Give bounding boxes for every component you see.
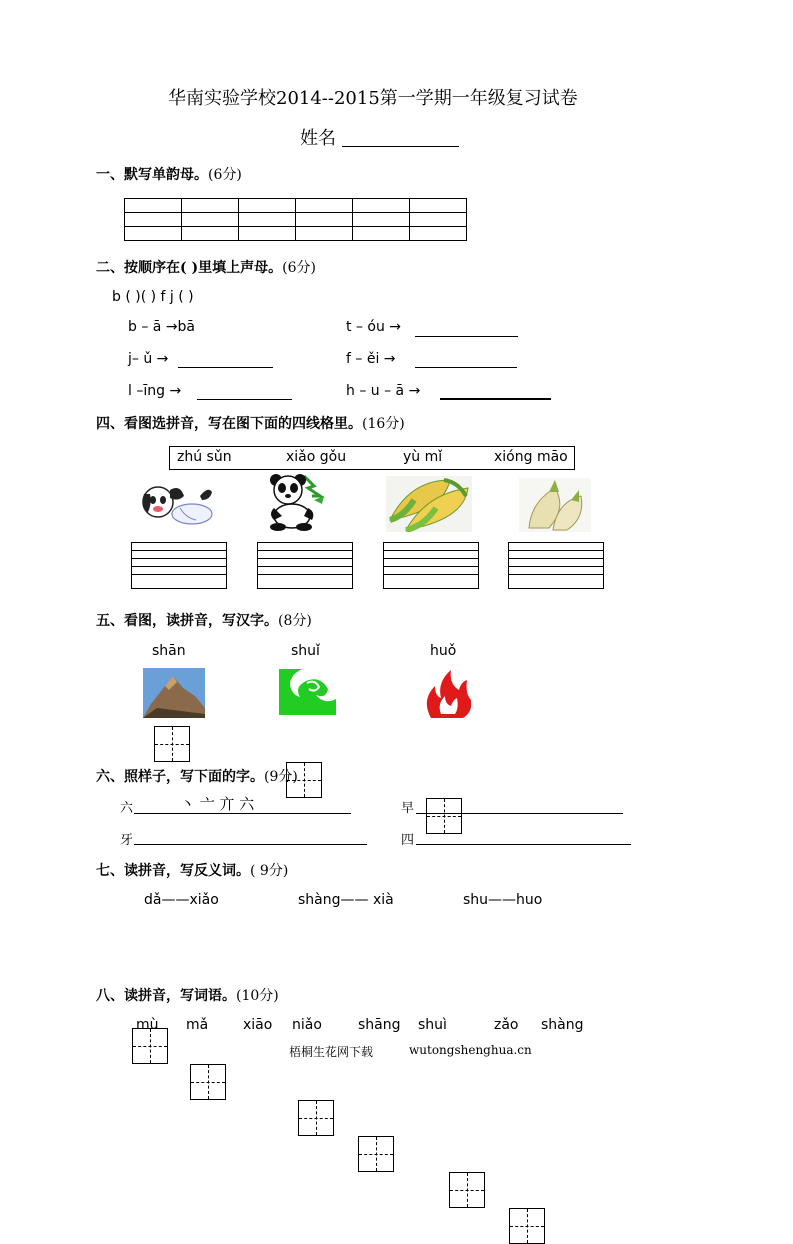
vowel-grid[interactable] <box>124 198 467 241</box>
pinyin-option: xiǎo gǒu <box>286 449 347 465</box>
tian-grid[interactable] <box>358 1136 394 1172</box>
name-blank[interactable] <box>342 146 459 147</box>
practice-char: 早 <box>401 801 415 816</box>
answer-blank[interactable] <box>440 398 551 400</box>
section-7-title: 七、读拼音，写反义词。( 9分) <box>96 863 289 879</box>
tian-grid[interactable] <box>190 1064 226 1100</box>
word-pinyin: zǎo <box>494 1017 519 1033</box>
bamboo-shoot-icon <box>519 478 591 532</box>
page-title: 华南实验学校2014--2015第一学期一年级复习试卷 <box>168 88 578 109</box>
word-pinyin: xiāo <box>243 1017 273 1033</box>
corn-icon <box>386 476 472 532</box>
fire-icon <box>425 668 471 720</box>
tian-grid[interactable] <box>509 1208 545 1244</box>
footer-site-url[interactable]: wutongshenghua.cn <box>409 1043 532 1057</box>
example-char: 六 <box>120 801 134 816</box>
pinyin-label: shān <box>152 643 186 659</box>
dog-icon <box>136 478 216 528</box>
answer-blank[interactable] <box>197 399 292 400</box>
footer-site-name: 梧桐生花网下载 <box>289 1045 374 1059</box>
word-pinyin: mù <box>136 1017 159 1033</box>
spelling-item: t – óu → <box>346 319 402 335</box>
practice-char: 牙 <box>120 833 134 848</box>
word-pinyin: shāng <box>358 1017 401 1033</box>
spelling-item: b – ā →bā <box>128 319 196 335</box>
tian-grid[interactable] <box>132 1028 168 1064</box>
writing-line[interactable] <box>134 813 351 814</box>
writing-line[interactable] <box>134 844 367 845</box>
answer-blank[interactable] <box>178 367 273 368</box>
section-5-title: 五、看图，读拼音，写汉字。(8分) <box>96 613 312 629</box>
tian-grid[interactable] <box>298 1100 334 1136</box>
practice-char: 四 <box>401 833 415 848</box>
answer-blank[interactable] <box>415 336 518 337</box>
antonym-pinyin: shu——huo <box>463 892 543 908</box>
tian-grid[interactable] <box>154 726 190 762</box>
section-2-title: 二、按顺序在( )里填上声母。(6分) <box>96 260 316 276</box>
tian-grid[interactable] <box>426 798 462 834</box>
spelling-item: j– ǔ → <box>128 351 169 367</box>
word-pinyin: shuì <box>418 1017 447 1033</box>
word-pinyin: mǎ <box>186 1017 209 1033</box>
consonant-sequence: b ( )( ) f j ( ) <box>112 289 194 305</box>
four-line-grid[interactable] <box>383 542 479 589</box>
writing-line[interactable] <box>416 813 623 814</box>
word-pinyin: shàng <box>541 1017 584 1033</box>
pinyin-option: yù mǐ <box>403 449 443 465</box>
water-icon <box>279 669 336 715</box>
panda-icon <box>264 472 328 532</box>
section-6-title: 六、照样子，写下面的字。(9分) <box>96 769 298 785</box>
pinyin-label: huǒ <box>430 643 457 659</box>
spelling-item: h – u – ā → <box>346 383 421 399</box>
spelling-item: l –īng → <box>128 383 182 399</box>
word-pinyin: niǎo <box>292 1017 322 1033</box>
section-4-title: 四、看图选拼音，写在图下面的四线格里。(16分) <box>96 416 405 432</box>
tian-grid[interactable] <box>449 1172 485 1208</box>
answer-blank[interactable] <box>415 367 517 368</box>
writing-line[interactable] <box>416 844 631 845</box>
name-label: 姓名 <box>300 128 336 149</box>
example-strokes: 丶 亠 亣 六 <box>180 795 255 813</box>
spelling-item: f – ěi → <box>346 351 396 367</box>
four-line-grid[interactable] <box>131 542 227 589</box>
antonym-pinyin: dǎ——xiǎo <box>144 892 219 908</box>
pinyin-label: shuǐ <box>291 643 320 659</box>
four-line-grid[interactable] <box>508 542 604 589</box>
mountain-icon <box>143 668 205 718</box>
pinyin-option: xióng māo <box>494 449 568 465</box>
antonym-pinyin: shàng—— xià <box>298 892 394 908</box>
section-8-title: 八、读拼音，写词语。(10分) <box>96 988 279 1004</box>
section-1-title: 一、默写单韵母。(6分) <box>96 167 242 183</box>
four-line-grid[interactable] <box>257 542 353 589</box>
pinyin-option: zhú sǔn <box>177 449 232 465</box>
